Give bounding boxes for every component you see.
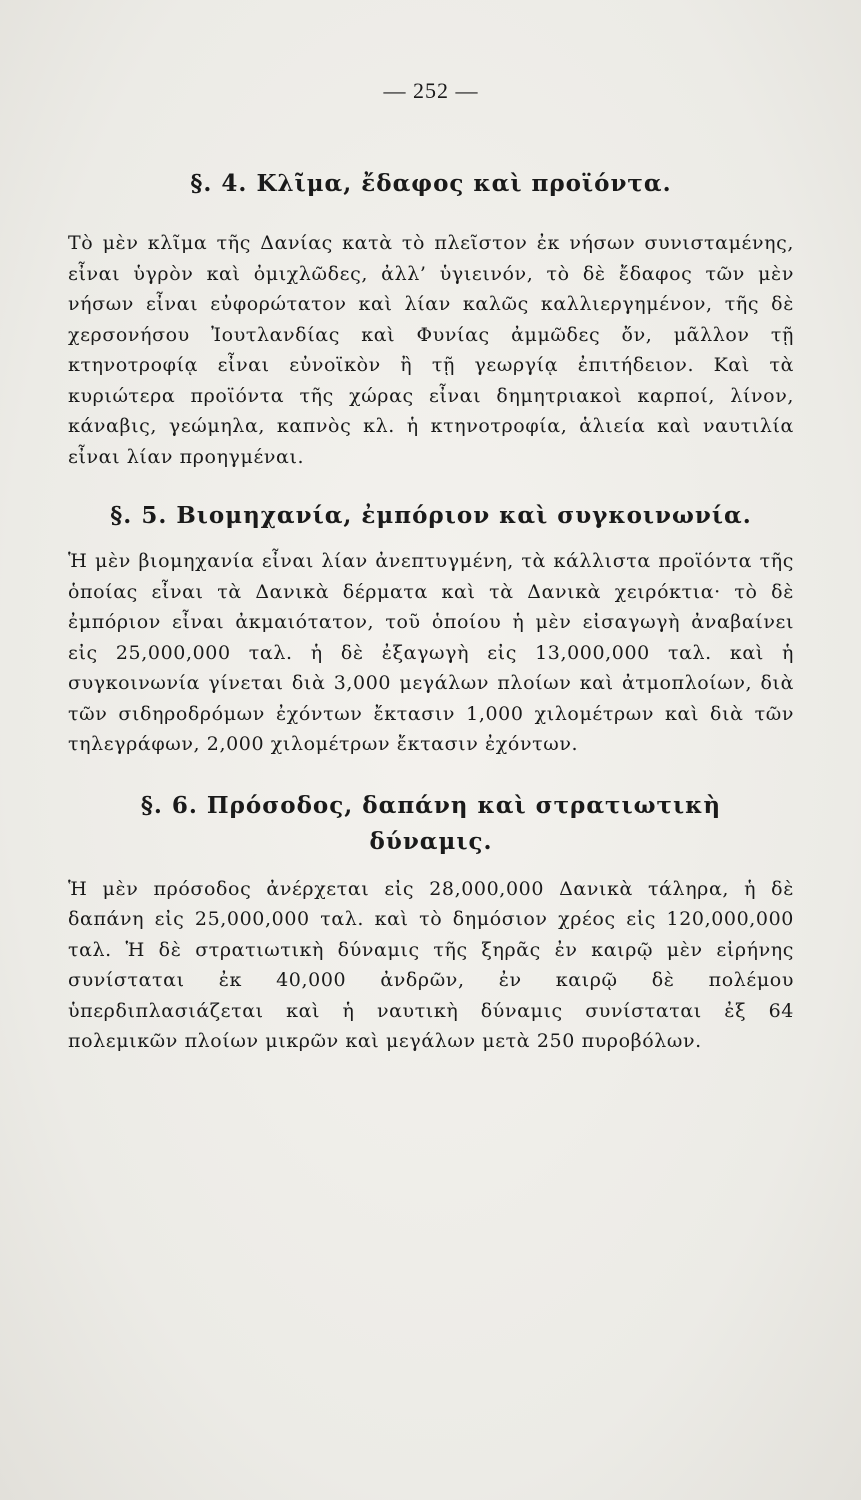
- section-heading-6: §. 6. Πρόσοδος, δαπάνη καὶ στρατιωτικὴ δύναμις.: [140, 791, 722, 855]
- section-paragraph-6: Ἡ μὲν πρόσοδος ἀνέρχεται εἰς 28,000,000 Δανικὰ τάληρα, ἡ δὲ δαπάνη εἰς 25,000,000 ταλ. καὶ τὸ δημόσιον χρέος εἰς 120,000,000 ταλ. Ἡ δὲ στρατιωτικὴ δύναμις τῆς ξηρᾶς ἐν καιρῷ μὲν εἰρήνης συνίσταται ἐκ 40,000 ἀνδρῶν, ἐν καιρῷ δὲ πολέμου ὑπερδιπλασιάζεται καὶ ἡ ναυτικὴ δύναμις συνίσταται ἐξ 64 πολεμικῶν πλοίων μικρῶν καὶ μεγάλων μετὰ 250 πυροβόλων.: [68, 877, 794, 1052]
- section-paragraph-4: Τὸ μὲν κλῖμα τῆς Δανίας κατὰ τὸ πλεῖστον ἐκ νήσων συνισταμένης, εἶναι ὑγρὸν καὶ ὀμιχλῶδες, ἀλλ’ ὑγιεινόν, τὸ δὲ ἔδαφος τῶν μὲν νήσων εἶναι εὐφορώτατον καὶ λίαν καλῶς καλλιεργημένον, τῆς δὲ χερσονήσου Ἰουτλανδίας καὶ Φυνίας ἀμμῶδες ὄν, μᾶλλον τῇ κτηνοτροφίᾳ εἶναι εὐνοϊκὸν ἢ τῇ γεωργίᾳ ἐπιτήδειον. Καὶ τὰ κυριώτερα προϊόντα τῆς χώρας εἶναι δημητριακοὶ καρποί, λίνον, κάναβις, γεώμηλα, καπνὸς κλ. ἡ κτηνοτροφία, ἁλιεία καὶ ναυτιλία εἶναι λίαν προηγμέναι.: [68, 232, 794, 468]
- page-content: [68, 78, 794, 1057]
- section-heading-5: §. 5. Βιομηχανία, ἐμπόριον καὶ συγκοινωνία.: [110, 502, 752, 529]
- section-heading-4: §. 4. Κλῖμα, ἔδαφος καὶ προϊόντα.: [190, 170, 672, 197]
- page-number: — 252 —: [383, 78, 479, 103]
- section-paragraph-5: Ἡ μὲν βιομηχανία εἶναι λίαν ἀνεπτυγμένη, τὰ κάλλιστα προϊόντα τῆς ὁποίας εἶναι τὰ Δανικὰ δέρματα καὶ τὰ Δανικὰ χειρόκτια· τὸ δὲ ἐμπόριον εἶναι ἀκμαιότατον, τοῦ ὁποίου ἡ μὲν εἰσαγωγὴ ἀναβαίνει εἰς 25,000,000 ταλ. ἡ δὲ ἐξαγωγὴ εἰς 13,000,000 ταλ. καὶ ἡ συγκοινωνία γίνεται διὰ 3,000 μεγάλων πλοίων καὶ ἀτμοπλοίων, διὰ τῶν σιδηροδρόμων ἐχόντων ἔκτασιν 1,000 χιλομέτρων καὶ διὰ τῶν τηλεγράφων, 2,000 χιλομέτρων ἔκτασιν ἐχόντων.: [68, 550, 794, 755]
